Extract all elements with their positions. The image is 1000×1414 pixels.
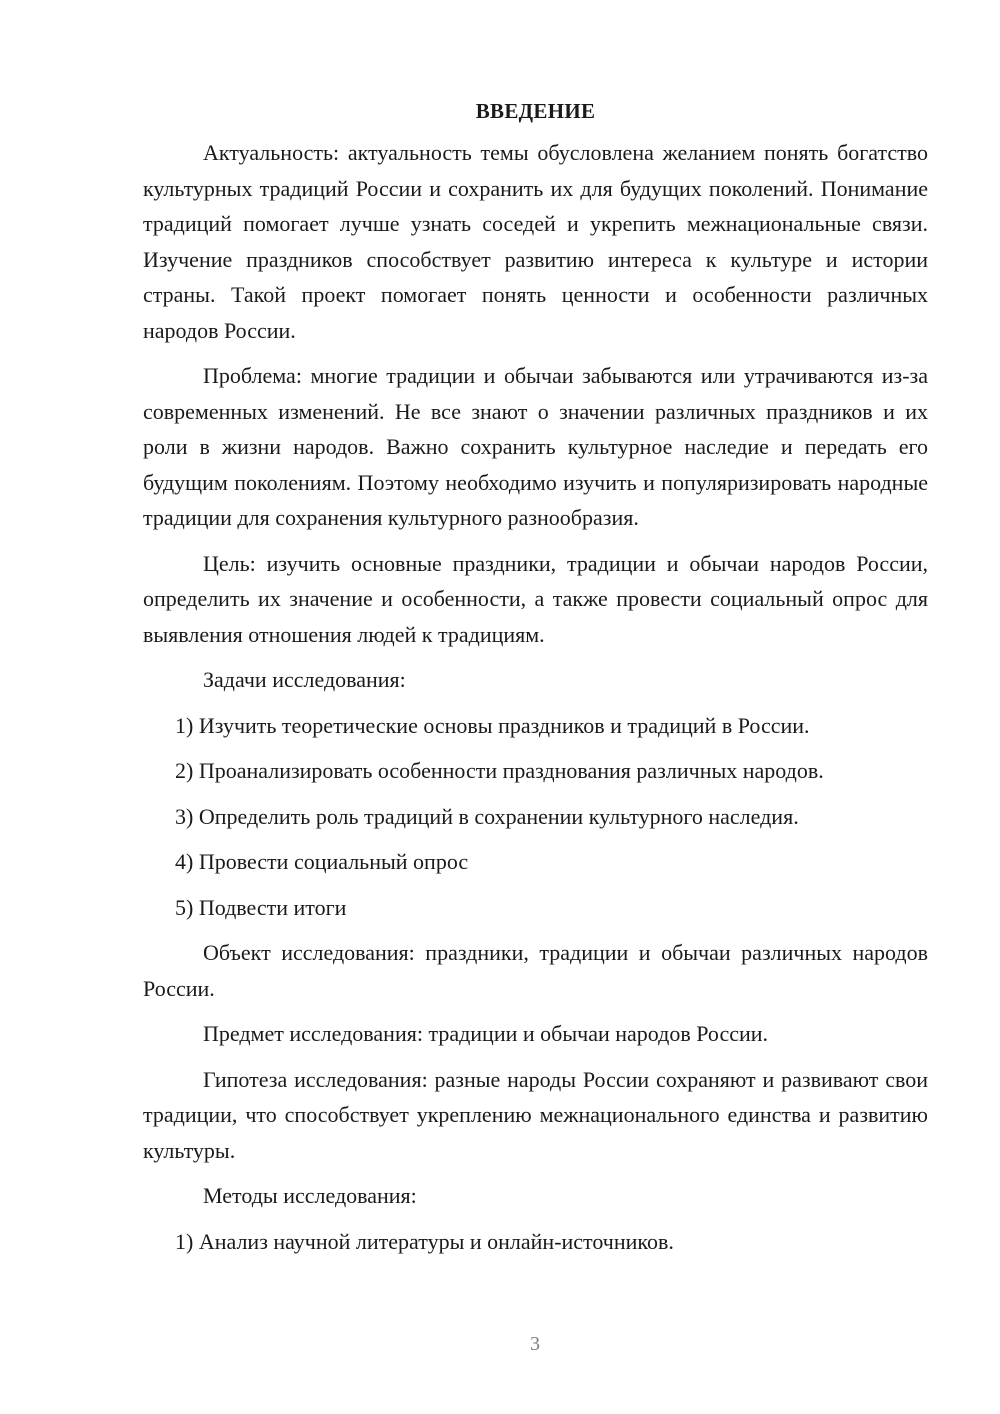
list-item: 1) Изучить теоретические основы праздников и традиций в России. bbox=[175, 712, 810, 738]
problem-paragraph: Проблема: многие традиции и обычаи забываются или утрачиваются из-за современных изменений. Не все знают о значении различных праздников и их роли в жизни народов. Важно сохранить культурное наследие и передать его будущим поколениям. Поэтому необходимо изучить и популяризировать народные традиции для сохранения культурного разнообразия. bbox=[143, 363, 928, 530]
tasks-heading: Задачи исследования: bbox=[203, 667, 406, 692]
list-item: 5) Подвести итоги bbox=[175, 894, 347, 920]
subject-paragraph: Предмет исследования: традиции и обычаи народов России. bbox=[203, 1021, 769, 1046]
relevance-paragraph: Актуальность: актуальность темы обусловлена желанием понять богатство культурных традиций России и сохранить их для будущих поколений. Понимание традиций помогает лучше узнать соседей и укрепить межнациональные связи. Изучение праздников способствует развитию интереса к культуре и истории страны. Такой проект помогает понять ценности и особенности различных народов России. bbox=[143, 140, 928, 343]
list-item: 3) Определить роль традиций в сохранении культурного наследия. bbox=[175, 803, 799, 829]
page-number: 3 bbox=[530, 1333, 540, 1355]
list-item: 2) Проанализировать особенности празднования различных народов. bbox=[175, 758, 824, 783]
list-item: 4) Провести социальный опрос bbox=[175, 849, 469, 874]
methods-heading: Методы исследования: bbox=[203, 1183, 417, 1208]
methods-list bbox=[143, 1224, 928, 1260]
object-paragraph: Объект исследования: праздники, традиции и обычаи различных народов России. bbox=[143, 940, 928, 1001]
hypothesis-paragraph: Гипотеза исследования: разные народы России сохраняют и развивают свои традиции, что способствует укреплению межнационального единства и развитию культуры. bbox=[143, 1066, 928, 1163]
page-title: ВВЕДЕНИЕ bbox=[475, 99, 596, 123]
list-item: 1) Анализ научной литературы и онлайн-источников. bbox=[175, 1228, 674, 1254]
tasks-list bbox=[143, 708, 928, 926]
page-content bbox=[143, 96, 928, 1259]
goal-paragraph: Цель: изучить основные праздники, традиции и обычаи народов России, определить их значение и особенности, а также провести социальный опрос для выявления отношения людей к традициям. bbox=[143, 550, 928, 647]
